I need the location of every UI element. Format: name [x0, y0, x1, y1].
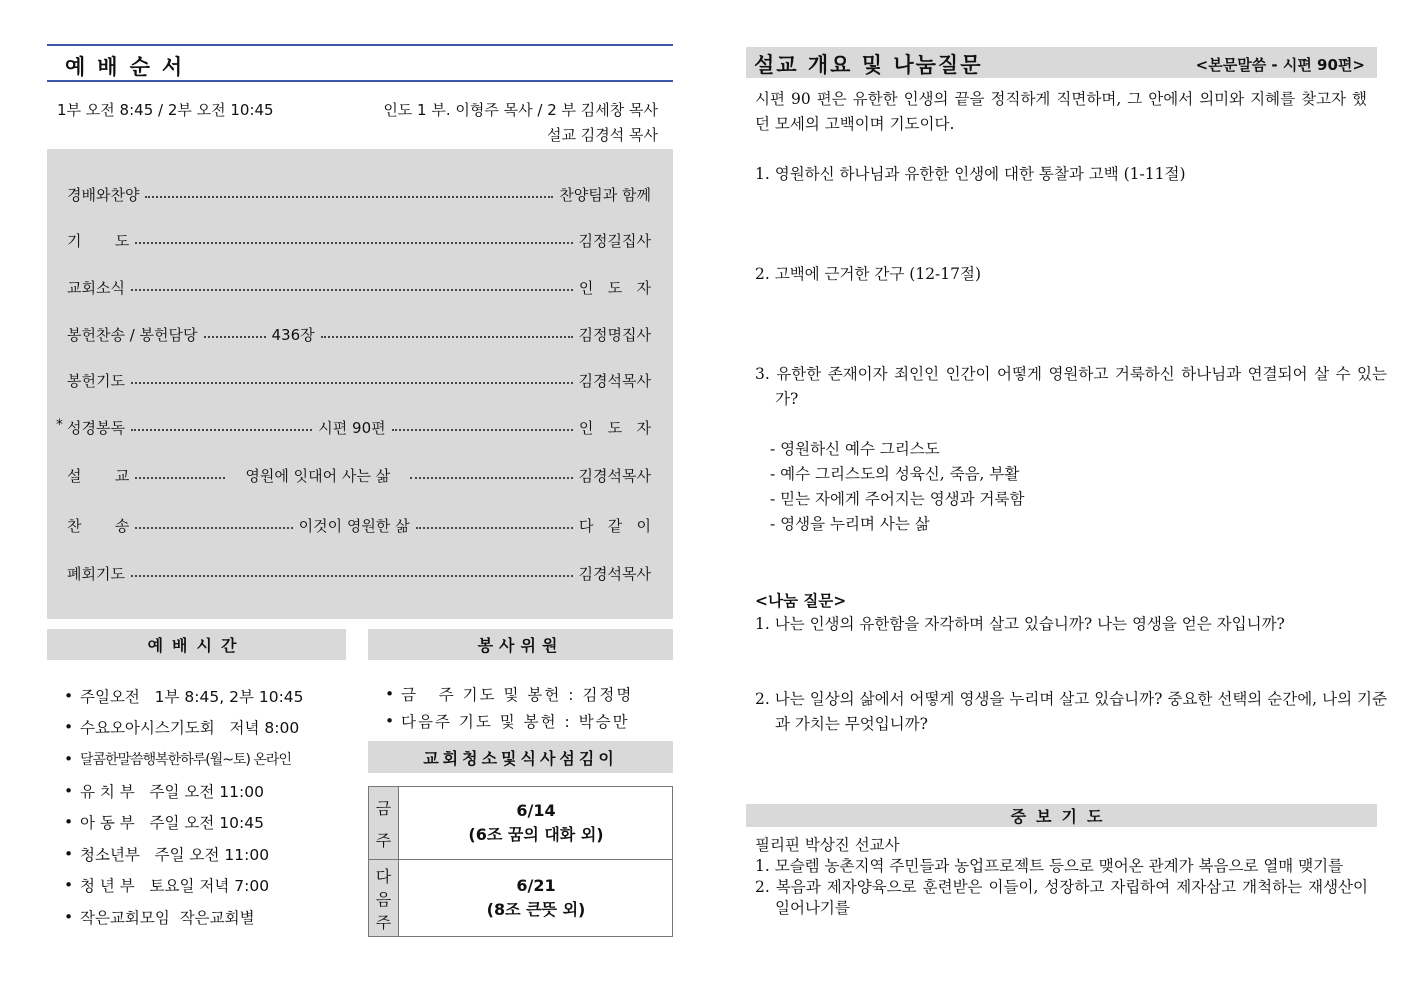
list-item-text: 금 주 기도 및 봉헌 : 김정명 — [401, 685, 634, 704]
sermon-header — [746, 47, 1377, 78]
order-label: 설 교 — [67, 466, 130, 485]
worship-order-title-bar — [47, 44, 673, 82]
sermon-title: 설교 개요 및 나눔질문 — [754, 53, 983, 77]
order-row — [67, 463, 651, 487]
order-label: 기 도 — [67, 231, 130, 250]
order-person: 인 도 자 — [578, 278, 651, 297]
order-label: 성경봉독 — [67, 418, 125, 437]
order-person: 다 같 이 — [578, 516, 652, 535]
dot-leader — [321, 336, 573, 338]
dot-leader — [416, 527, 573, 529]
list-item — [64, 680, 344, 712]
sermon-sub-points — [770, 437, 1024, 537]
preacher-line: 설교 김경석 목사 — [547, 126, 658, 144]
sermon-point: 1. 영원하신 하나님과 유한한 인생에 대한 통찰과 고백 (1-11절) — [755, 165, 1186, 183]
bullet: • — [385, 684, 397, 703]
order-label: 봉헌찬송 / 봉헌담당 — [67, 325, 198, 344]
dot-leader — [131, 575, 573, 577]
sermon-point: 2. 고백에 근거한 간구 (12-17절) — [755, 265, 982, 283]
bullet: • — [64, 749, 74, 768]
order-person: 찬양팀과 함께 — [559, 185, 651, 204]
worship-order-title: 예배순서 — [65, 55, 195, 79]
sermon-point: 3. 유한한 존재이자 죄인인 인간이 어떻게 영원하고 거룩하신 하나님과 연결되어 살 수 있는가? — [755, 365, 1387, 408]
cleaning-cell — [400, 787, 672, 859]
volunteers-header: 봉사위원 — [368, 629, 673, 660]
week-label-char: 주 — [375, 913, 392, 932]
order-person: 김경석목사 — [578, 371, 651, 390]
bullet: • — [64, 813, 74, 832]
list-item-text: 작은교회모임 작은교회별 — [80, 908, 255, 927]
list-item — [385, 707, 633, 734]
list-item — [64, 901, 344, 933]
bullet: • — [64, 686, 74, 705]
order-row — [67, 368, 651, 392]
sermon-intro: 시편 90 편은 유한한 인생의 끝을 정직하게 직면하며, 그 안에서 의미와 지혜를 찾고자 했던 모세의 고백이며 기도이다. — [755, 90, 1367, 133]
bullet: • — [385, 711, 397, 730]
prayer-item: 2. 복음과 제자양육으로 훈련받은 이들이, 성장하고 자립하여 제자삼고 개척하는 재생산이 일어나기를 — [755, 878, 1368, 917]
order-label: 찬 송 — [67, 516, 130, 535]
order-detail: 영원에 잇대어 사는 삶 — [245, 466, 391, 485]
dot-leader — [131, 382, 573, 384]
sub-point: - 영생을 누리며 사는 삶 — [770, 515, 930, 533]
order-label: 폐회기도 — [67, 564, 125, 583]
dot-leader — [410, 477, 572, 479]
intercession-body — [755, 835, 1368, 919]
list-item-text: 청 년 부 토요일 저녁 7:00 — [80, 877, 270, 896]
dot-leader — [131, 289, 573, 291]
list-item — [64, 806, 344, 838]
sharing-question: 2. 나는 일상의 삶에서 어떻게 영생을 누리며 살고 있습니까? 중요한 선택의 순간에, 나의 기준과 가치는 무엇입니까? — [755, 690, 1387, 733]
table-row — [369, 787, 672, 860]
order-row — [67, 322, 651, 346]
service-times-line: 1부 오전 8:45 / 2부 오전 10:45 — [57, 101, 274, 119]
sharing-question: 1. 나는 인생의 유한함을 자각하며 살고 있습니까? 나는 영생을 얻은 자입니까? — [755, 615, 1285, 633]
order-person: 김정명집사 — [578, 325, 651, 344]
list-item-text: 아 동 부 주일 오전 10:45 — [80, 814, 264, 833]
cleaning-group: (8조 큰뜻 외) — [486, 900, 586, 919]
bullet: • — [64, 876, 74, 895]
list-item — [385, 680, 633, 707]
dot-leader — [135, 527, 292, 529]
sub-point: - 영원하신 예수 그리스도 — [770, 440, 940, 458]
order-detail: 시편 90편 — [318, 418, 386, 437]
dot-leader — [131, 429, 312, 431]
bullet: • — [64, 718, 74, 737]
volunteers-list — [385, 680, 633, 734]
worship-order-list — [47, 149, 673, 619]
dot-leader — [145, 196, 553, 198]
week-label — [369, 860, 399, 936]
dot-leader — [204, 336, 266, 338]
cleaning-group: (6조 꿈의 대화 외) — [468, 825, 604, 844]
sub-point: - 예수 그리스도의 성육신, 죽음, 부활 — [770, 465, 1020, 483]
bullet: • — [64, 781, 74, 800]
week-label-char: 음 — [375, 890, 392, 909]
order-person: 김경석목사 — [578, 466, 651, 485]
table-row — [369, 860, 672, 936]
sub-point: - 믿는 자에게 주어지는 영생과 거룩함 — [770, 490, 1025, 508]
list-item-text: 유 치 부 주일 오전 11:00 — [80, 782, 264, 801]
cleaning-date: 6/14 — [516, 801, 556, 820]
cleaning-cell — [400, 860, 672, 936]
order-detail: 이것이 영원한 삶 — [298, 516, 410, 535]
list-item — [64, 743, 344, 775]
order-row — [67, 228, 651, 252]
week-label-char: 다 — [375, 867, 392, 886]
dot-leader — [135, 242, 572, 244]
order-person: 김경석목사 — [578, 564, 651, 583]
order-person: 김정길집사 — [578, 231, 651, 250]
list-item-text: 수요오아시스기도회 저녁 8:00 — [80, 719, 300, 738]
service-times-list — [64, 680, 344, 933]
cleaning-header: 교회청소및식사섬김이 — [368, 741, 673, 773]
order-row — [67, 275, 651, 299]
order-detail: 436장 — [271, 325, 315, 344]
intercession-header: 중보기도 — [746, 804, 1377, 827]
list-item — [64, 838, 344, 870]
standing-marker: * — [56, 417, 63, 433]
order-row — [56, 415, 652, 439]
order-label: 봉헌기도 — [67, 371, 125, 390]
list-item-text: 다음주 기도 및 봉헌 : 박승만 — [401, 712, 630, 731]
order-label: 교회소식 — [67, 278, 125, 297]
dot-leader — [392, 429, 573, 431]
week-label-char: 주 — [375, 830, 392, 850]
order-person: 인 도 자 — [578, 418, 652, 437]
service-times-header: 예배시간 — [47, 629, 346, 660]
cleaning-date: 6/21 — [516, 876, 556, 895]
list-item-text: 주일오전 1부 8:45, 2부 10:45 — [80, 687, 304, 706]
dot-leader — [135, 477, 225, 479]
list-item — [64, 712, 344, 744]
missionary-name: 필리핀 박상진 선교사 — [755, 836, 900, 854]
order-row — [67, 561, 651, 585]
leader-line: 인도 1 부. 이형주 목사 / 2 부 김세창 목사 — [383, 101, 658, 119]
scripture-reference: <본문말씀 - 시편 90편> — [1195, 56, 1365, 74]
prayer-item: 1. 모슬렘 농촌지역 주민들과 농업프로젝트 등으로 맺어온 관계가 복음으로 열매 맺기를 — [755, 857, 1344, 875]
list-item — [64, 870, 344, 902]
list-item — [64, 775, 344, 807]
order-row — [67, 513, 651, 537]
sharing-questions-title: <나눔 질문> — [755, 591, 847, 610]
cleaning-table — [368, 786, 673, 937]
week-label — [369, 787, 399, 859]
list-item-text: 청소년부 주일 오전 11:00 — [80, 845, 270, 864]
order-label: 경배와찬양 — [67, 185, 140, 204]
bullet: • — [64, 844, 74, 863]
week-label-char: 금 — [375, 798, 392, 818]
bullet: • — [64, 907, 74, 926]
list-item-text: 달콤한말씀행복한하루(월~토) 온라인 — [80, 751, 291, 768]
order-row — [67, 182, 651, 206]
